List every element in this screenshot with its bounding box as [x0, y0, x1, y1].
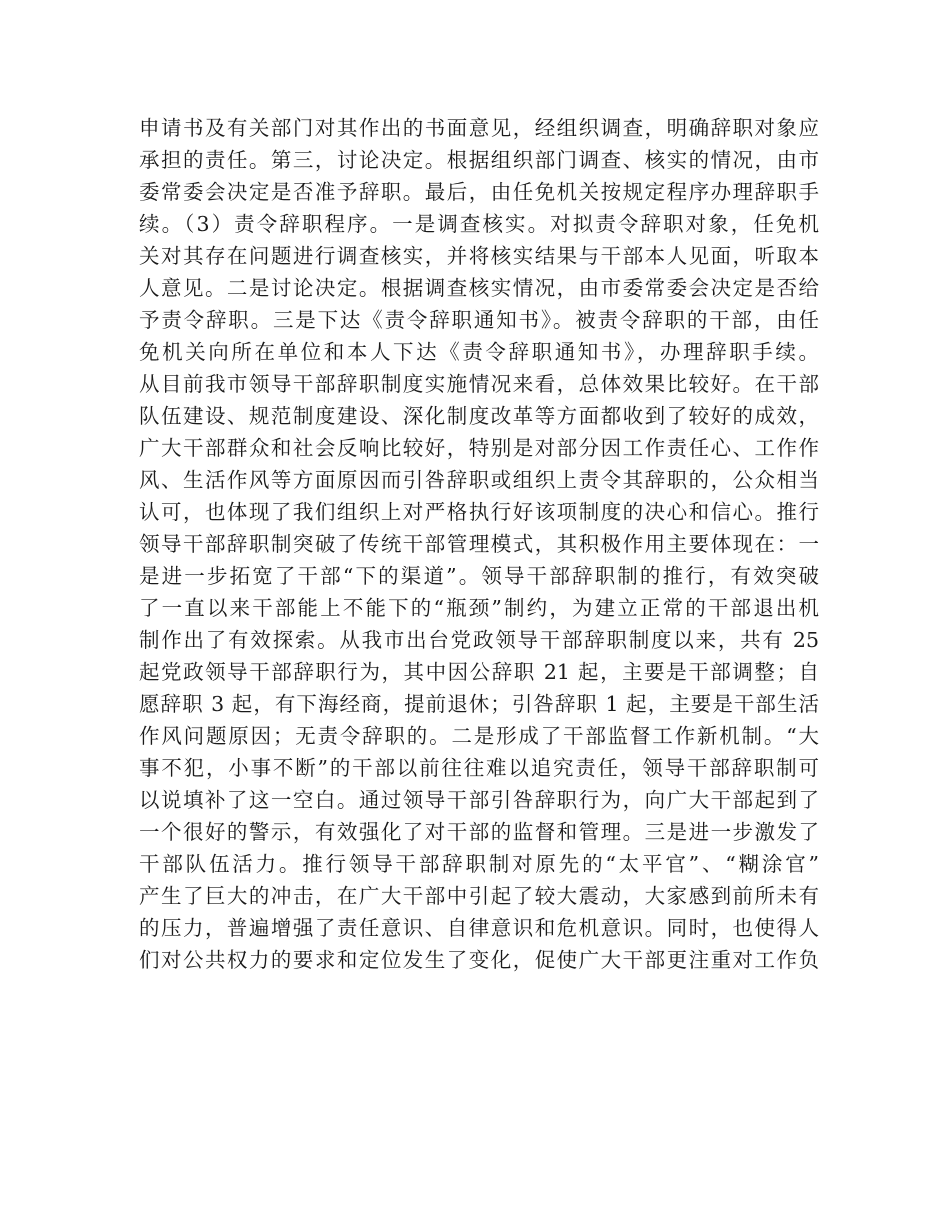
- text-line: 申请书及有关部门对其作出的书面意见，经组织调查，明确辞职对象应: [139, 116, 819, 140]
- text-line: 一个很好的警示，有效强化了对干部的监督和管理。三是进一步激发了: [139, 820, 819, 844]
- text-line: 免机关向所在单位和本人下达《责令辞职通知书》，办理辞职手续。: [139, 340, 819, 364]
- text-line: 愿辞职 3 起，有下海经商，提前退休；引咎辞职 1 起，主要是干部生活: [139, 692, 819, 716]
- text-line: 领导干部辞职制突破了传统干部管理模式，其积极作用主要体现在：一: [139, 532, 819, 556]
- text-line: 起党政领导干部辞职行为，其中因公辞职 21 起，主要是干部调整；自: [139, 660, 819, 684]
- text-line: 干部队伍活力。推行领导干部辞职制对原先的“太平官”、“糊涂官”: [139, 852, 819, 876]
- text-line: 是进一步拓宽了干部“下的渠道”。领导干部辞职制的推行，有效突破: [139, 564, 819, 588]
- text-line: 关对其存在问题进行调查核实，并将核实结果与干部本人见面，听取本: [139, 244, 819, 268]
- text-line: 事不犯，小事不断”的干部以前往往难以追究责任，领导干部辞职制可: [139, 756, 819, 780]
- text-line: 的压力，普遍增强了责任意识、自律意识和危机意识。同时，也使得人: [139, 916, 819, 940]
- text-line: 广大干部群众和社会反响比较好，特别是对部分因工作责任心、工作作: [139, 436, 819, 460]
- text-line: 作风问题原因；无责令辞职的。二是形成了干部监督工作新机制。“大: [139, 724, 819, 748]
- text-line: 认可，也体现了我们组织上对严格执行好该项制度的决心和信心。推行: [139, 500, 819, 524]
- text-line: 承担的责任。第三，讨论决定。根据组织部门调查、核实的情况，由市: [139, 148, 819, 172]
- text-line: 们对公共权力的要求和定位发生了变化，促使广大干部更注重对工作负: [139, 948, 819, 972]
- text-line: 从目前我市领导干部辞职制度实施情况来看，总体效果比较好。在干部: [139, 372, 819, 396]
- text-line: 以说填补了这一空白。通过领导干部引咎辞职行为，向广大干部起到了: [139, 788, 819, 812]
- text-line: 续。（3）责令辞职程序。一是调查核实。对拟责令辞职对象，任免机: [139, 212, 819, 236]
- text-line: 委常委会决定是否准予辞职。最后，由任免机关按规定程序办理辞职手: [139, 180, 819, 204]
- text-line: 了一直以来干部能上不能下的“瓶颈”制约，为建立正常的干部退出机: [139, 596, 819, 620]
- text-line: 风、生活作风等方面原因而引咎辞职或组织上责令其辞职的，公众相当: [139, 468, 819, 492]
- text-line: 人意见。二是讨论决定。根据调查核实情况，由市委常委会决定是否给: [139, 276, 819, 300]
- text-line: 制作出了有效探索。从我市出台党政领导干部辞职制度以来，共有 25: [139, 628, 819, 652]
- text-line: 予责令辞职。三是下达《责令辞职通知书》。被责令辞职的干部，由任: [139, 308, 819, 332]
- text-line: 产生了巨大的冲击，在广大干部中引起了较大震动，大家感到前所未有: [139, 884, 819, 908]
- text-line: 队伍建设、规范制度建设、深化制度改革等方面都收到了较好的成效，: [139, 404, 819, 428]
- body-text: [139, 112, 819, 976]
